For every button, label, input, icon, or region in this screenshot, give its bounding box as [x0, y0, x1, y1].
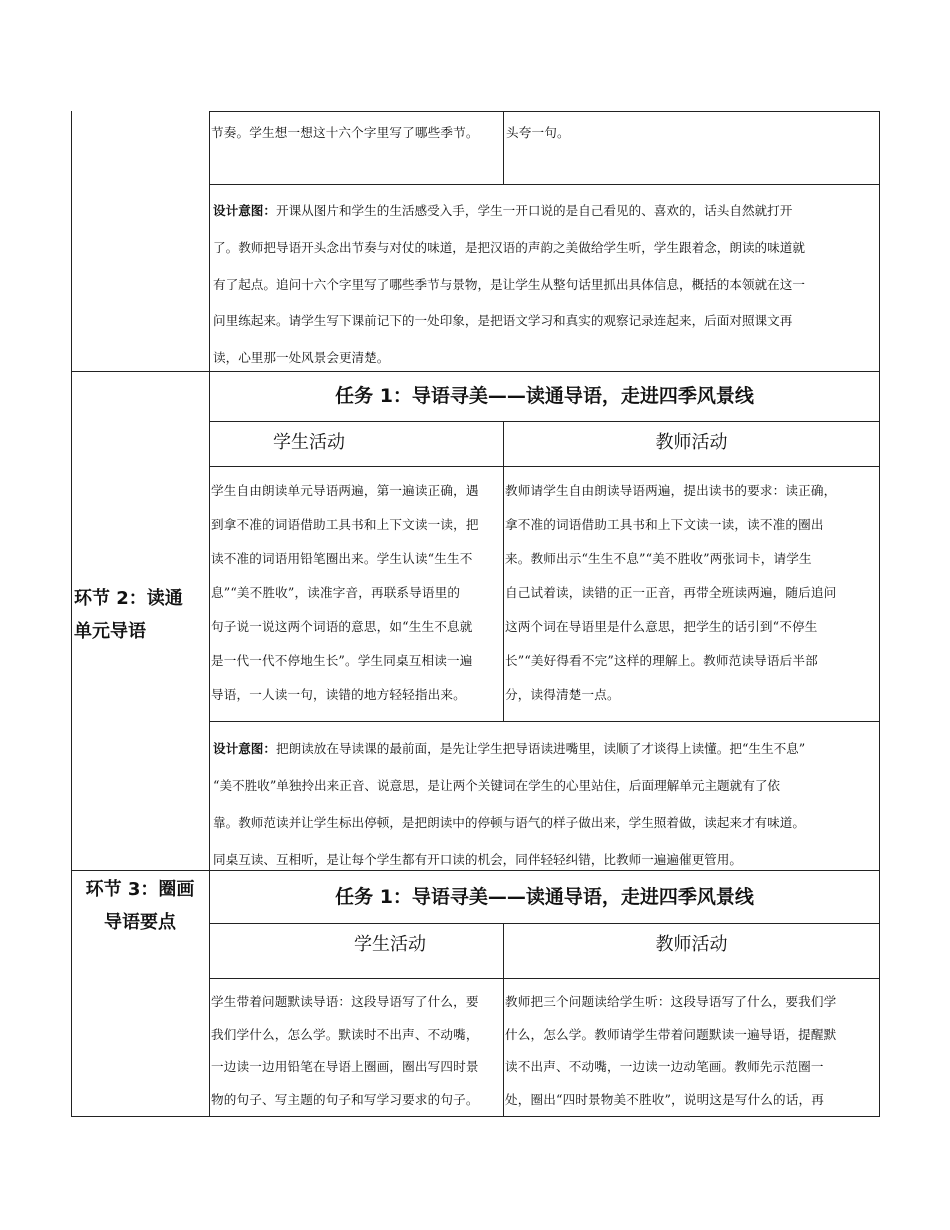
table-bottom-border — [71, 1116, 880, 1117]
teacher-activity-header: 教师活动 — [655, 432, 728, 453]
task-title: 任务 1：导语寻美——读通导语，走进四季风景线 — [335, 886, 754, 908]
teacher-activity-header: 教师活动 — [655, 934, 728, 955]
row-divider — [209, 184, 880, 185]
student-activity-text: 学生自由朗读单元导语两遍，第一遍读正确，遇 到拿不准的词语借助工具书和上下文读一读，把 读不准的词语用铅笔圈出来。学生认读“生生不 息”“美不胜收”，读准字音，再联系导语里的 句子说一说这两个词语的意思，如“生生不息就 是一代一代不停地生长”。学生同桌互相读一遍 导语，一人读一句，读错的地方轻轻指出来。 — [211, 483, 479, 702]
design-intent: 设计意图：开课从图片和学生的生活感受入手，学生一开口说的是自己看见的、喜欢的，话头自然就打开 了。教师把导语开头念出节奏与对仗的味道，是把汉语的声韵之美做给学生听，学生跟着念，朗读的味道就 有了起点。追问十六个字里写了哪些季节与景物，是让学生从整句话里抓出具体信息，概括的本领就在这一 问里练起来。请学生写下课前记下的一处印象，是把语文学习和真实的观察记录连起来，后面对照课文再 读，心里那一处风景会更清楚。 — [213, 203, 805, 366]
row-divider — [209, 721, 880, 722]
student-activity-text: 节奏。学生想一想这十六个字里写了哪些季节。 — [211, 125, 479, 140]
stage-label: 环节 2：读通 单元导语 — [74, 588, 183, 642]
task-title: 任务 1：导语寻美——读通导语，走进四季风景线 — [335, 385, 754, 407]
student-activity-text: 学生带着问题默读导语：这段导语写了什么，要 我们学什么，怎么学。默读时不出声、不动嘴， 一边读一边用铅笔在导语上圈画，圈出写四时景 物的句子、写主题的句子和写学习要求的句子。 — [211, 994, 479, 1107]
table-top-border — [209, 111, 880, 112]
student-activity-header: 学生活动 — [273, 432, 345, 453]
column-divider — [503, 421, 504, 722]
student-activity-header: 学生活动 — [354, 934, 426, 955]
row-divider — [209, 466, 880, 467]
table-left-border — [71, 111, 72, 1117]
row-divider — [209, 421, 880, 422]
row-divider — [209, 978, 880, 979]
teacher-activity-text: 教师请学生自由朗读导语两遍，提出读书的要求：读正确， 拿不准的词语借助工具书和上下文读一读，读不准的圈出 来。教师出示“生生不息”“美不胜收”两张词卡，请学生 自己试着读，读错的正一正音，再带全班读两遍，随后追问 这两个词在导语里是什么意思，把学生的话引到“不停生 长”“美好得看不完”这样的理解上。教师范读导语后半部 分，读得清楚一点。 — [505, 483, 837, 702]
column-divider — [503, 111, 504, 185]
row-divider — [209, 923, 880, 924]
design-intent-label: 设计意图： — [213, 203, 276, 218]
stage-label: 环节 3：圈画 导语要点 — [85, 879, 195, 933]
design-intent: 设计意图：把朗读放在导读课的最前面，是先让学生把导语读进嘴里，读顺了才谈得上读懂。把“生生不息” “美不胜收”单独拎出来正音、说意思，是让两个关键词在学生的心里站住，后面理解单元主题就有了依 靠。教师范读并让学生标出停顿，是把朗读中的停顿与语气的样子做出来，学生照着做，读起来才有味道。 同桌互读、互相听，是让每个学生都有开口读的机会，同伴轻轻纠错，比教师一遍遍催更管用。 — [213, 741, 806, 867]
table-right-border — [879, 111, 880, 1117]
teacher-activity-text: 教师把三个问题读给学生听：这段导语写了什么，要我们学 什么，怎么学。教师请学生带着问题默读一遍导语，提醒默 读不出声、不动嘴，一边读一边动笔画。教师先示范圈一 处，圈出“四时景物美不胜收”，说明这是写什么的话，再 — [505, 994, 837, 1107]
design-intent-label: 设计意图： — [213, 741, 276, 756]
column-divider — [209, 111, 210, 1117]
teacher-activity-text: 头夸一句。 — [506, 125, 570, 140]
